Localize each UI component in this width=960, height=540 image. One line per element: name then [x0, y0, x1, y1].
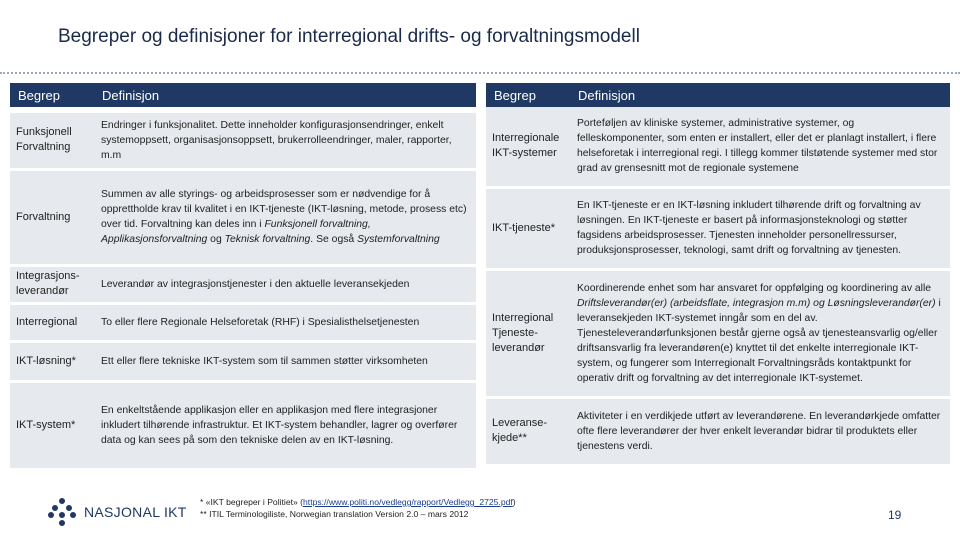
term-cell: IKT-system* [10, 381, 94, 469]
right-header-row [486, 83, 950, 107]
table-row [486, 269, 950, 397]
term-cell: Leveranse-kjede** [486, 397, 570, 465]
page-number: 19 [888, 508, 902, 522]
footnote-1-prefix: * «IKT begreper i Politiet» ( [200, 497, 304, 507]
term-cell: Interregional [10, 303, 94, 341]
left-definitions-table [10, 83, 476, 471]
footnotes [200, 496, 516, 520]
right-definitions-table [486, 83, 950, 467]
term-cell: IKT-tjeneste* [486, 187, 570, 269]
left-header-begrep: Begrep [10, 83, 94, 107]
left-header-definisjon: Definisjon [94, 83, 476, 107]
term-cell: Interregional Tjeneste-leverandør [486, 269, 570, 397]
right-header-begrep: Begrep [486, 83, 570, 107]
definition-emphasis: Driftsleverandør(er) (arbeidsflate, integrasjon m.m) og Løsningsleverandør(er) [577, 297, 936, 309]
definition-text: og [207, 234, 225, 245]
definition-text: . Se også [310, 234, 358, 245]
footnote-1-link[interactable]: https://www.politi.no/vedlegg/rapport/Vedlegg_2725.pdf [303, 497, 513, 507]
term-cell: Interregionale IKT-systemer [486, 107, 570, 187]
definition-emphasis: Teknisk forvaltning [224, 234, 311, 245]
footnote-1 [200, 496, 516, 508]
term-cell: Forvaltning [10, 169, 94, 265]
footnote-1-suffix: ) [512, 497, 516, 507]
term-cell: Funksjonell Forvaltning [10, 113, 94, 169]
definition-cell: Porteføljen av kliniske systemer, administrative systemer, og felleskomponenter, som enten er installert, eller det er planlagt installert, i flere helseforetak i interregional regi. I tillegg kommer tilstøtende systemer med stor grad av grensesnitt mot de regionale systemene [570, 107, 950, 187]
definition-text: i leveransekjeden IKT-systemet inngår som en del av. Tjenesteleverandørfunksjonen består gjerne også av tjenesteansvarlig og/eller driftsansvarlig fra leverandøren(e) knyttet til det enkelte interregionale IKT-system, og fungerer som Interregionalt Forvaltningsråds kontaktpunkt for operativ drift og forvaltning av det interregionale IKT-systemet. [577, 297, 941, 384]
definition-cell: Leverandør av integrasjonstjenester i den aktuelle leveransekjeden [94, 265, 476, 303]
logo-dots-icon [48, 498, 76, 526]
definition-text: Summen av alle styrings- og arbeidsprosesser som er nødvendige for å opprettholde krav til kvalitet i en IKT-tjeneste (IKT-løsning, metode, prosess etc) over tid. Forvaltning kan deles inn i [101, 189, 467, 230]
table-row [10, 341, 476, 381]
definition-text: Koordinerende enhet som har ansvaret for oppfølging og koordinering av alle [577, 282, 932, 294]
definition-cell: Ett eller flere tekniske IKT-system som til sammen støtter virksomheten [94, 341, 476, 381]
table-row [486, 187, 950, 269]
page-title: Begreper og definisjoner for interregional drifts- og forvaltningsmodell [58, 26, 640, 47]
table-row [10, 113, 476, 169]
logo-text: NASJONAL IKT [84, 504, 187, 520]
definition-cell: Aktiviteter i en verdikjede utført av leverandørene. En leverandørkjede omfatter ofte flere leverandører der hver enkelt leverandør bidrar til produktets eller tjenestens verdi. [570, 397, 950, 465]
definition-emphasis: Funksjonell forvaltning, Applikasjonsforvaltning [101, 219, 371, 245]
footnote-2: ** ITIL Terminologiliste, Norwegian translation Version 2.0 – mars 2012 [200, 509, 469, 519]
definition-cell: Endringer i funksjonalitet. Dette inneholder konfigurasjonsendringer, enkelt systemoppsett, organisasjonsoppsett, brukerrolleendringer, maler, rapporter, m.m [94, 113, 476, 169]
table-row [10, 303, 476, 341]
title-divider [0, 72, 960, 74]
definition-emphasis: Systemforvaltning [357, 234, 440, 245]
table-row [486, 107, 950, 187]
table-row [10, 169, 476, 265]
left-header-row [10, 83, 476, 107]
definition-cell [570, 269, 950, 397]
table-row [486, 397, 950, 465]
definition-cell: En enkeltstående applikasjon eller en applikasjon med flere integrasjoner inkludert tilhørende infrastruktur. Et IKT-system behandler, lagrer og overfører data og kan sees på som den tekniske delen av en IKT-løsning. [94, 381, 476, 469]
right-header-definisjon: Definisjon [570, 83, 950, 107]
term-cell: IKT-løsning* [10, 341, 94, 381]
table-row [10, 381, 476, 469]
term-cell: Integrasjons-leverandør [10, 265, 94, 303]
definition-cell [94, 169, 476, 265]
table-row [10, 265, 476, 303]
definition-cell: To eller flere Regionale Helseforetak (RHF) i Spesialisthelsetjenesten [94, 303, 476, 341]
nasjonal-ikt-logo [48, 498, 188, 526]
definition-cell: En IKT-tjeneste er en IKT-løsning inkludert tilhørende drift og forvaltning av løsningen. En IKT-tjeneste er basert på informasjonsteknologi og støtter fagsidens arbeidsprosesser. Tjenesten inneholder personellressurser, produksjonsprosesser, teknologi, samt drift og forvaltning av tjenesten. [570, 187, 950, 269]
